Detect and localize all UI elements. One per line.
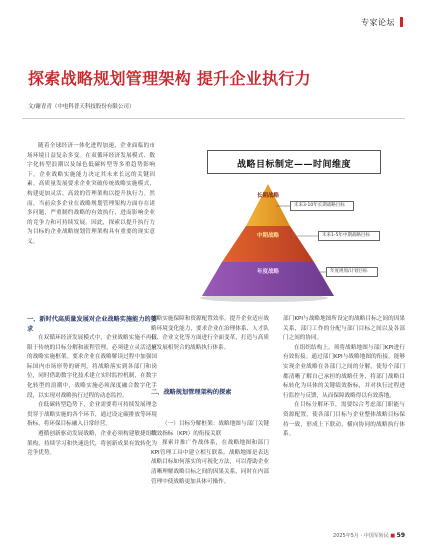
page-footer <box>333 532 405 539</box>
strategy-pyramid-figure <box>166 140 406 306</box>
section1-heading: 一、新时代高质量发展对企业战略实施能力的要求 <box>27 316 157 333</box>
column3 <box>283 315 405 440</box>
section-tag: 专家论坛 <box>361 18 395 27</box>
tier-label-long-term: 长期战略 <box>256 193 279 199</box>
section1-body <box>27 334 157 459</box>
section2-heading: 二、战略规划管理架构的探索 <box>151 389 232 396</box>
figure-title: 战略目标制定——时间维度 <box>236 160 351 170</box>
footer-separator: ■ <box>390 533 397 539</box>
tier-desc-long-term: 未来3-10年长期战略目标 <box>290 201 354 211</box>
footer-publication: 中国军转民 <box>363 533 389 539</box>
pyramid-tier-top <box>246 184 290 226</box>
column2-paragraph: 战略实施保障和资源配置效率。提升企业适应战略环境变化能力，要求企业在治理体系、人才队伍、企业文化等方面进行全面变革，打造与高质量发展相契合的战略执行体系。 <box>151 316 269 351</box>
section1-paragraph: 遵循创新驱动发展战略，企业必须构建敏捷组织架构，持续学习和快速迭代，将创新成果有效转化为竞争优势。 <box>27 430 157 457</box>
section2-subheading: （一）目标分解框架：战略地图与部门关键绩效指标（KPI）的衔接关联 <box>151 421 269 437</box>
article-byline: 文/谢青青（中电科普天科技股份有限公司） <box>28 104 135 110</box>
column2-top <box>151 315 269 353</box>
page-number: 59 <box>396 532 405 539</box>
tier-desc-mid-term: 未来1-5年中期战略目标 <box>318 231 380 241</box>
article-title: 探索战略规划管理架构 提升企业执行力 <box>28 69 311 88</box>
intro-column <box>27 142 155 248</box>
pyramid-graphic <box>166 140 406 306</box>
column3-paragraph: 在组织结构上，须将战略地图与部门KPI进行有效衔接。通过部门KPI与战略地图的衔接，能够实现企业战略在各部门之间的分解，使每个部门都清晰了解自己承担的战略任务，将部门战略目标转化为具体的关键绩效指标，并对执行过程进行监控与反馈，从而保障战略得以有效落地。 <box>283 344 405 399</box>
tier-label-mid-term: 中期战略 <box>256 233 279 239</box>
intro-paragraph: 随着全球经济一体化进程加速，企业面临的市场环境日益复杂多变。在双循环经济发展模式、数字化转型浪潮以及绿色低碳转型等多重趋势影响下，企业战略实施能力决定其未来长远的关键因素。高质量发展要求企业突破传统战略实施模式，构建更加灵活、高效的管理架构以提升执行力。然而，当前众多企业在战略规划管理架构方面存在诸多问题，严重制约战略的有效执行，进而影响企业的竞争力和可持续发展。因此，探索以提升执行力为目标的企业战略规划管理架构具有重要的现实意义。 <box>27 143 155 245</box>
footer-separator: · <box>360 533 364 539</box>
section2-body <box>151 420 269 487</box>
header-divider <box>22 118 405 119</box>
section-accent-bar <box>400 17 403 27</box>
column3-paragraph: 在目标分解环节，需要综合考虑部门职能与资源配置，使各部门目标与企业整体战略目标保持一致，形成上下联动、横向协同的战略执行体系。 <box>283 402 405 438</box>
section1-paragraph: 在双循环经济发展模式中，企业战略实施不再仅限于传统的目标分解和流程管理，必须建立灵活适应的战略实施框架。要求企业在战略解读过程中加强国际国内市场形势的研判，将战略落实到各部门和岗位，同时借助数字化技术建立实时监控机制，在数字化转型的浪潮中，战略实施必须深度融合数字化手段，以实现对战略执行过程的动态监控。 <box>27 335 157 399</box>
tier-desc-annual: 年度规划/计划目标 <box>326 267 378 277</box>
footer-issue: 2025年5月 <box>333 533 359 539</box>
column3-paragraph: 部门KPI与战略地图所设定的战略目标之间的因果关系，部门工作的分配与部门目标之间以及各部门之间的协同。 <box>283 316 405 342</box>
tier-label-annual: 年度战略 <box>256 269 279 275</box>
section2-paragraph: 探索并推广作战体系，在战略地图和部门KPI管理工具中建立相互联系。战略地图是表达战略目标如何落实的可视化方法，可以帮助企业清晰理解战略目标之间的因果关系，同时在内部管理中使战略更加具体可操作。 <box>151 440 269 485</box>
section1-paragraph: 在低碳转型趋势下，企业需要将可持续发展理念贯穿于战略实施的各个环节，通过设定碳排放等环境指标，将环保目标融入日常经营。 <box>27 402 157 428</box>
